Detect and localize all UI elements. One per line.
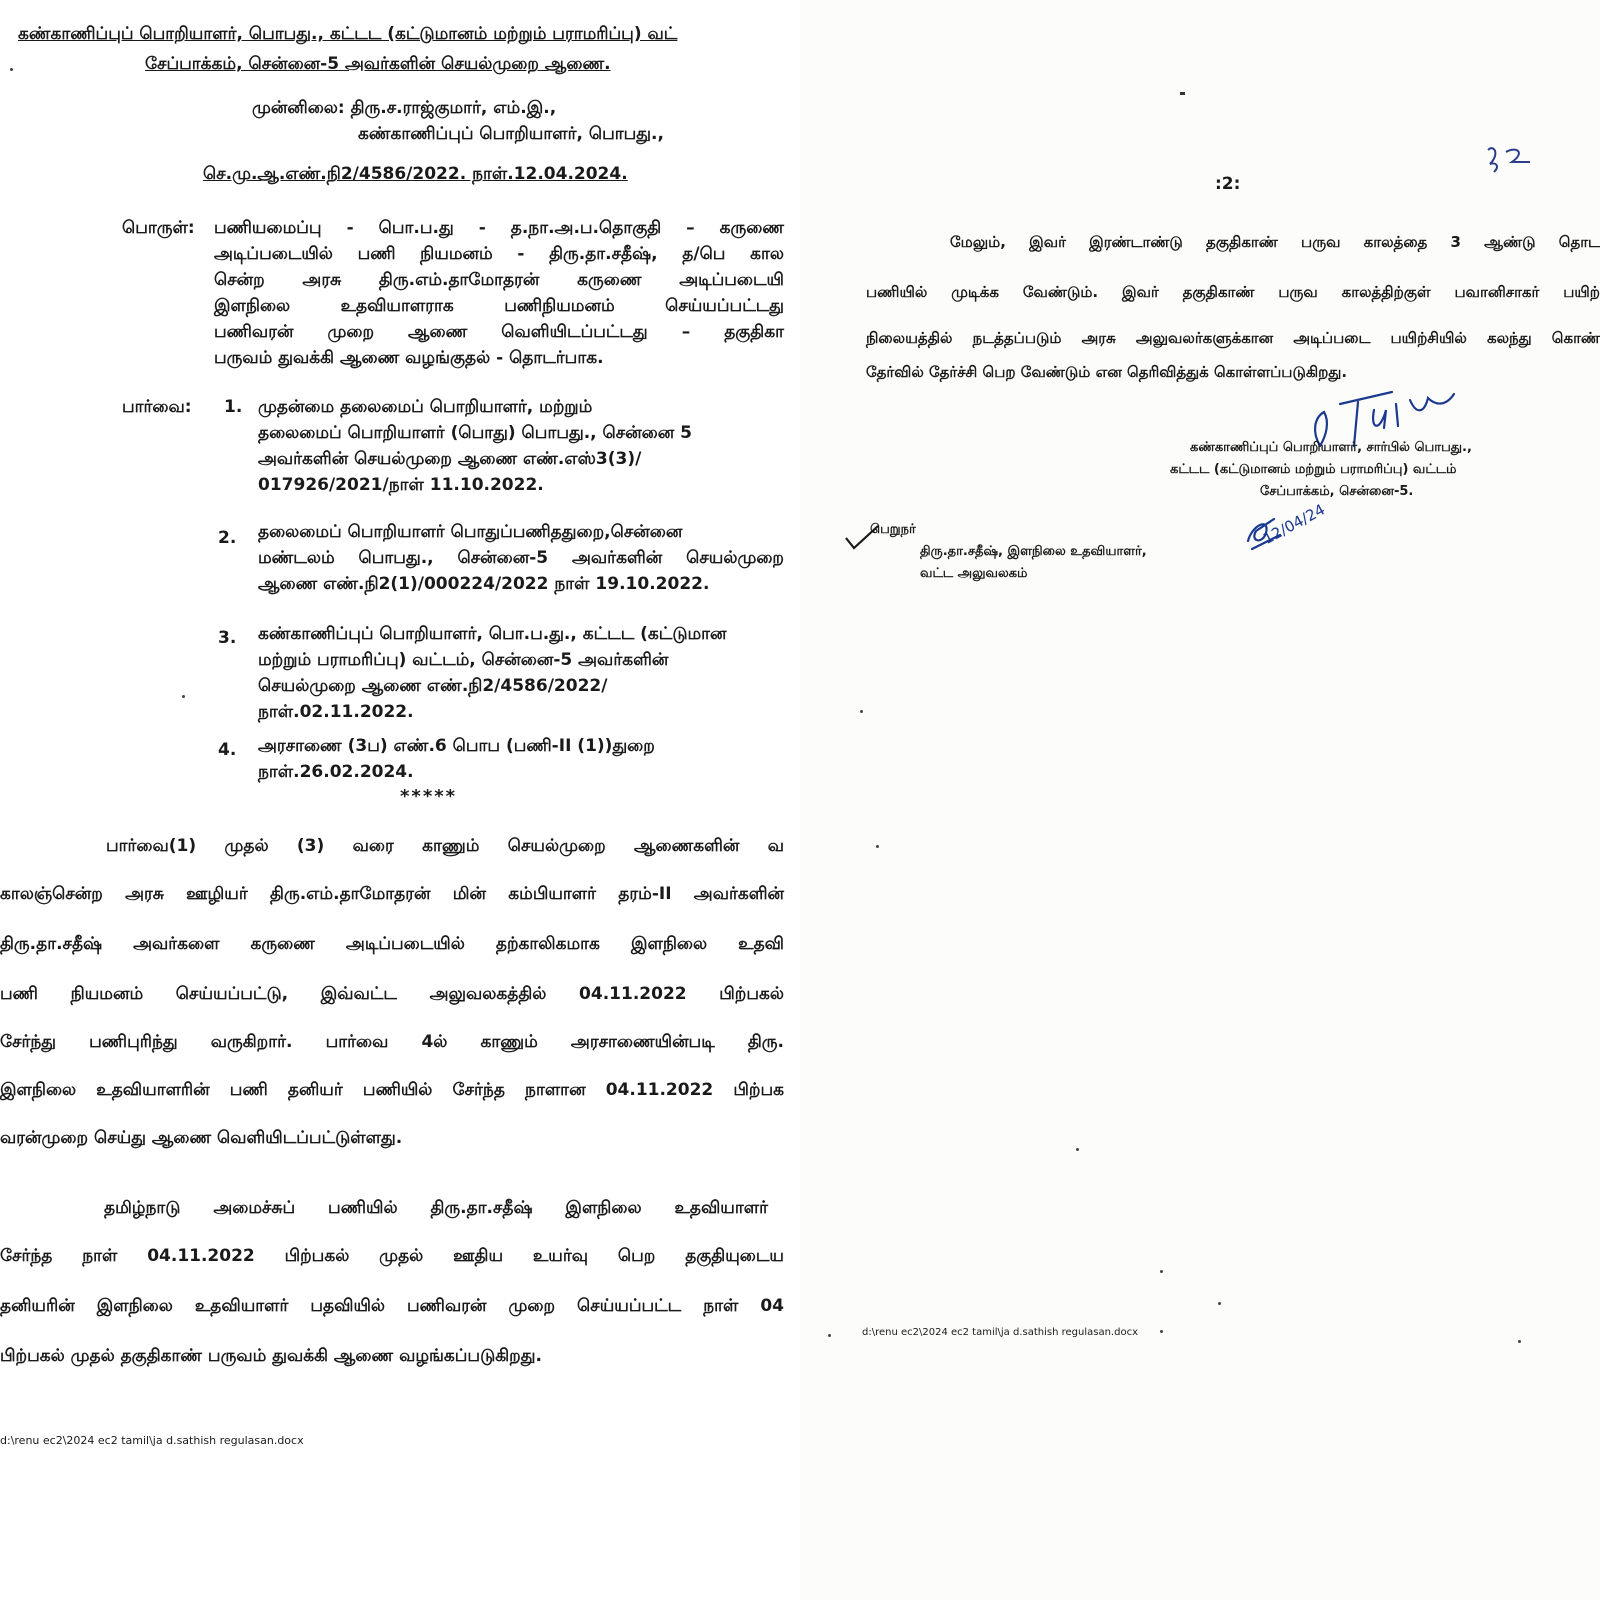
reference-line: முதன்மை தலைமைப் பொறியாளர், மற்றும்: [258, 397, 593, 417]
subject-label: பொருள்:: [122, 218, 195, 238]
file-path-footer: d:\renu ec2\2024 ec2 tamil\ja d.sathish regulasan.docx: [862, 1327, 1138, 1338]
reference-line: ஆணை எண்.நி2(1)/000224/2022 நாள் 19.10.2022.: [258, 574, 710, 594]
subject-line: இளநிலை உதவியாளராக பணிநியமனம் செய்யப்பட்டது: [214, 296, 784, 316]
recipient-label: பெறுநர்: [870, 522, 916, 537]
reference-line: அவர்களின் செயல்முறை ஆணை எண்.எஸ்3(3)/: [258, 449, 642, 469]
right-page: [800, 0, 1600, 1600]
file-path-footer: d:\renu ec2\2024 ec2 tamil\ja d.sathish regulasan.docx: [0, 1434, 304, 1447]
order-reference: செ.மு.ஆ.எண்.நி2/4586/2022. நாள்.12.04.2024.: [203, 164, 628, 184]
recipient-line-1: திரு.தா.சதீஷ், இளநிலை உதவியாளர்,: [920, 544, 1147, 559]
presence-line-2: கண்காணிப்புப் பொறியாளர், பொபது.,: [358, 124, 664, 144]
paragraph-line: பிற்பகல் முதல் தகுதிகாண் பருவம் துவக்கி ஆணை வழங்கப்படுகிறது.: [0, 1346, 542, 1366]
heading-line-1: கண்காணிப்புப் பொறியாளர், பொபது., கட்டட (கட்டுமானம் மற்றும் பராமரிப்பு) வட்: [18, 24, 678, 44]
body-line: மேலும், இவர் இரண்டாண்டு தகுதிகாண் பருவ காலத்தை 3 ஆண்டு தொட: [950, 233, 1600, 251]
reference-line: மற்றும் பராமரிப்பு) வட்டம், சென்னை-5 அவர்களின்: [258, 650, 669, 670]
reference-number: 3.: [218, 628, 237, 648]
reference-number: 1.: [224, 397, 243, 417]
recipient-line-2: வட்ட அலுவலகம்: [920, 566, 1028, 581]
heading-line-2: சேப்பாக்கம், சென்னை-5 அவர்களின் செயல்முறை ஆணை.: [145, 54, 611, 74]
corner-mark-52: [1482, 140, 1544, 180]
reference-line: அரசாணை (3ப) எண்.6 பொப (பணி-II (1))துறை: [258, 736, 655, 756]
paragraph-line: சேர்ந்த நாள் 04.11.2022 பிற்பகல் முதல் ஊதிய உயர்வு பெற தகுதியுடைய: [0, 1246, 784, 1266]
presence-line-1: முன்னிலை: திரு.ச.ராஜ்குமார், எம்.இ.,: [252, 98, 557, 118]
subject-line: பணிவரன் முறை ஆணை வெளியிடப்பட்டது – தகுதிகா: [214, 322, 784, 342]
reference-line: கண்காணிப்புப் பொறியாளர், பொ.ப.து., கட்டட (கட்டுமான: [258, 624, 727, 644]
signatory-line-1: கண்காணிப்புப் பொறியாளர், சார்பில் பொபது.,: [1190, 440, 1472, 455]
subject-line: பணியமைப்பு - பொ.ப.து - த.நா.அ.ப.தொகுதி – கருணை: [214, 218, 784, 238]
paragraph-line: வரன்முறை செய்து ஆணை வெளியிடப்பட்டுள்ளது.: [0, 1128, 403, 1148]
signatory-line-3: சேப்பாக்கம், சென்னை-5.: [1260, 484, 1414, 499]
reference-number: 2.: [218, 528, 237, 548]
reference-line: 017926/2021/நாள் 11.10.2022.: [258, 475, 544, 495]
reference-line: தலைமைப் பொறியாளர் பொதுப்பணிததுறை,சென்னை: [258, 522, 683, 542]
body-line: நிலையத்தில் நடத்தப்படும் அரசு அலுவலர்களுக்கான அடிப்படை பயிற்சியில் கலந்து கொண்: [866, 329, 1600, 347]
paragraph-line: தமிழ்நாடு அமைச்சுப் பணியில் திரு.தா.சதீஷ் இளநிலை உதவியாளர்: [104, 1198, 768, 1218]
paragraph-line: பணி நியமனம் செய்யப்பட்டு, இவ்வட்ட அலுவலகத்தில் 04.11.2022 பிற்பகல்: [0, 984, 784, 1004]
reference-line: நாள்.26.02.2024.: [258, 762, 414, 782]
paragraph-line: காலஞ்சென்ற அரசு ஊழியர் திரு.எம்.தாமோதரன் மின் கம்பியாளர் தரம்-II அவர்களின்: [0, 884, 784, 904]
paragraph-line: இளநிலை உதவியாளரின் பணி தனியர் பணியில் சேர்ந்த நாளான 04.11.2022 பிற்பக: [0, 1080, 784, 1100]
page-number: :2:: [1215, 174, 1241, 194]
reference-line: நாள்.02.11.2022.: [258, 702, 414, 722]
initial-date: 12/04/24: [1260, 500, 1328, 548]
reference-line: செயல்முறை ஆணை எண்.நி2/4586/2022/: [258, 676, 608, 696]
subject-line: அடிப்படையில் பணி நியமனம் - திரு.தா.சதீஷ், த/பெ கால: [214, 244, 784, 264]
reference-number: 4.: [218, 740, 237, 760]
paragraph-line: திரு.தா.சதீஷ் அவர்களை கருணை அடிப்படையில் தற்காலிகமாக இளநிலை உதவி: [0, 934, 784, 954]
reference-line: தலைமைப் பொறியாளர் (பொது) பொபது., சென்னை 5: [258, 423, 692, 443]
separator-stars: *****: [400, 786, 458, 807]
references-label: பார்வை:: [122, 397, 192, 417]
paragraph-line: சேர்ந்து பணிபுரிந்து வருகிறார். பார்வை 4ல் காணும் அரசாணையின்படி திரு.: [0, 1032, 784, 1052]
body-line: தேர்வில் தேர்ச்சி பெற வேண்டும் என தெரிவித்துக் கொள்ளப்படுகிறது.: [866, 363, 1348, 381]
reference-line: மண்டலம் பொபது., சென்னை-5 அவர்களின் செயல்முறை: [258, 548, 784, 568]
paragraph-line: தனியரின் இளநிலை உதவியாளர் பதவியில் பணிவரன் முறை செய்யப்பட்ட நாள் 04: [0, 1296, 784, 1316]
paragraph-line: பார்வை(1) முதல் (3) வரை காணும் செயல்முறை ஆணைகளின் வ: [106, 836, 784, 856]
subject-line: சென்ற அரசு திரு.எம்.தாமோதரன் கருணை அடிப்படையி: [214, 270, 784, 290]
signatory-line-2: கட்டட (கட்டுமானம் மற்றும் பராமரிப்பு) வட்டம்: [1170, 462, 1457, 477]
subject-line: பருவம் துவக்கி ஆணை வழங்குதல் - தொடர்பாக.: [214, 348, 604, 368]
body-line: பணியில் முடிக்க வேண்டும். இவர் தகுதிகாண் பருவ காலத்திற்குள் பவானிசாகர் பயிற்: [866, 283, 1600, 301]
